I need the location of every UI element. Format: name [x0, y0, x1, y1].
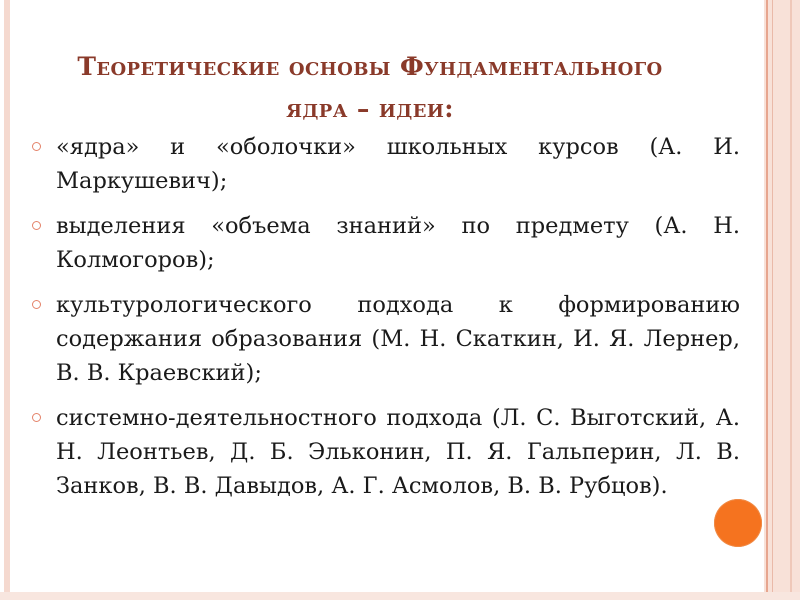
- slide-title-line-1: Теоретические основы Фундаментального: [77, 52, 663, 81]
- slide-title: [40, 46, 700, 130]
- right-frame-line: [790, 0, 792, 600]
- left-frame-stripe: [4, 0, 10, 600]
- list-item-text: культурологического подхода к формированию содержания образования (М. Н. Скаткин, И. Я. Лернер, В. В. Краевский);: [56, 292, 740, 386]
- slide-title-line-2: ядра – идеи:: [286, 94, 454, 123]
- list-item: [32, 401, 740, 503]
- bullet-list: [32, 130, 740, 514]
- list-item-text: выделения «объема знаний» по предмету (А. Н. Колмогоров);: [56, 213, 740, 273]
- hollow-circle-bullet-icon: [32, 413, 41, 422]
- hollow-circle-bullet-icon: [32, 142, 41, 151]
- hollow-circle-bullet-icon: [32, 221, 41, 230]
- list-item: [32, 209, 740, 277]
- right-frame-line: [766, 0, 768, 600]
- hollow-circle-bullet-icon: [32, 300, 41, 309]
- orange-circle-icon: [714, 499, 762, 547]
- list-item-text: системно-деятельностного подхода (Л. С. Выготский, А. Н. Леонтьев, Д. Б. Эльконин, П. Я. Гальперин, Л. В. Занков, В. В. Давыдов, А. Г. Асмолов, В. В. Рубцов).: [56, 405, 740, 499]
- list-item: [32, 130, 740, 198]
- right-frame-band: [764, 0, 800, 600]
- bottom-frame-stripe: [0, 592, 800, 600]
- list-item: [32, 288, 740, 390]
- list-item-text: «ядра» и «оболочки» школьных курсов (А. И. Маркушевич);: [56, 134, 740, 194]
- right-frame-line: [772, 0, 773, 600]
